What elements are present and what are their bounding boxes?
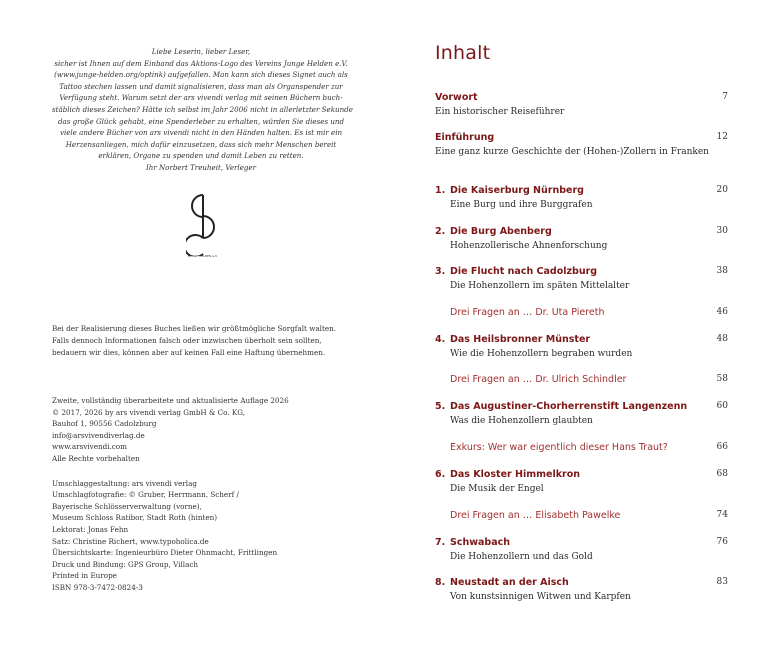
- page-number: 12: [716, 132, 728, 142]
- junge-helden-logo-icon: [186, 192, 220, 256]
- toc-entry: [435, 537, 728, 563]
- imprint-line: © 2017, 2026 by ars vivendi verlag GmbH & Co. KG,: [52, 407, 246, 417]
- credit-line: Umschlagfotografie: © Gruber, Herrmann, Scherf /: [52, 490, 239, 500]
- imprint-details: [52, 395, 382, 607]
- chapter-number: 3.: [435, 266, 446, 277]
- credit-line: Printed in Europe: [52, 571, 117, 581]
- letter-line: Verfügung steht. Warum setzt der ars vivendi verlag mit seinen Büchern buch-: [59, 93, 343, 103]
- letter-line: Tattoo stechen lassen und damit signalisieren, dass man als Organspender zur: [59, 81, 343, 91]
- toc-entry: [435, 132, 728, 158]
- toc-entry: [435, 374, 728, 388]
- chapter-number: 6.: [435, 469, 446, 480]
- page-number: 48: [716, 334, 728, 344]
- toc-entry: [435, 92, 728, 118]
- chapter-number: 5.: [435, 401, 446, 412]
- chapter-number: 1.: [435, 185, 446, 196]
- page-number: 58: [716, 374, 728, 384]
- chapter-title: Das Augustiner-Chorherrenstift Langenzenn: [450, 401, 688, 412]
- chapter-title: Drei Fragen an … Dr. Uta Piereth: [450, 307, 605, 318]
- toc-entry: [435, 577, 728, 603]
- page-number: 83: [716, 577, 728, 587]
- page-number: 20: [716, 185, 728, 195]
- liability-disclaimer: [52, 323, 382, 360]
- letter-line: sicher ist Ihnen auf dem Einband das Aktions-Logo des Vereins Junge Helden e.V.: [54, 58, 348, 68]
- chapter-subtitle: Wie die Hohenzollern begraben wurden: [450, 349, 633, 359]
- imprint-email: info@arsvivendiverlag.de: [52, 430, 145, 440]
- page-number: 30: [716, 226, 728, 236]
- chapter-title: Drei Fragen an … Elisabeth Pawelke: [450, 510, 621, 521]
- page-number: 76: [716, 537, 728, 547]
- toc-entry-row: [435, 132, 728, 146]
- disclaimer-line: Bei der Realisierung dieses Buches ließen wir größtmögliche Sorgfalt walten.: [52, 324, 336, 333]
- toc-entry: [435, 266, 728, 292]
- disclaimer-line: bedauern wir dies, können aber auf keinen Fall eine Haftung übernehmen.: [52, 348, 326, 358]
- letter-line: Herzensanliegen, mich dafür einzusetzen, dass sich mehr Menschen bereit: [65, 139, 337, 149]
- page-number: 66: [716, 442, 728, 452]
- toc-entry-row: [435, 334, 728, 348]
- edition-block: [52, 395, 382, 465]
- credit-line: Druck und Bindung: GPS Group, Villach: [52, 559, 199, 569]
- toc-entry: [435, 185, 728, 211]
- toc-entry-row: [435, 307, 728, 321]
- toc-entry: [435, 401, 728, 427]
- chapter-subtitle: Hohenzollerische Ahnenforschung: [450, 241, 608, 251]
- imprint-website: www.arsvivendi.com: [52, 442, 127, 452]
- chapter-subtitle: Was die Hohenzollern glaubten: [450, 416, 593, 426]
- toc-entry: [435, 442, 728, 456]
- credit-line: Bayerische Schlösserverwaltung (vorne),: [52, 501, 202, 511]
- letter-signature: Ihr Norbert Treuheit, Verleger: [145, 162, 257, 172]
- letter-line: viele andere Bücher von ars vivendi nicht in den Händen halten. Es ist mir ein: [59, 128, 343, 138]
- imprint-line: Bauhof 1, 90556 Cadolzburg: [52, 419, 157, 429]
- toc-entry-row: [435, 92, 728, 106]
- credit-line: Satz: Christine Richert, www.typoholica.de: [52, 536, 209, 546]
- toc-entry: [435, 226, 728, 252]
- chapter-title: Neustadt an der Aisch: [450, 577, 569, 588]
- credit-line: Museum Schloss Ratibor, Stadt Roth (hinten): [52, 513, 218, 523]
- chapter-subtitle: Die Musik der Engel: [450, 484, 544, 494]
- chapter-subtitle: Die Hohenzollern im späten Mittelalter: [450, 281, 630, 291]
- chapter-subtitle: Die Hohenzollern und das Gold: [450, 552, 593, 562]
- toc-entry: [435, 510, 728, 524]
- toc-entry-row: [435, 577, 728, 591]
- chapter-title: Exkurs: Wer war eigentlich dieser Hans Traut?: [450, 442, 668, 453]
- page-number: 60: [716, 401, 728, 411]
- letter-line: (www.junge-helden.org/optink) aufgefallen. Man kann sich dieses Signet auch als: [54, 70, 348, 80]
- letter-line: Liebe Leserin, lieber Leser,: [151, 47, 251, 56]
- letter-line: das große Glück gehabt, eine Spenderleber zu erhalten, würden Sie dieses und: [57, 116, 345, 126]
- toc-entry: [435, 334, 728, 360]
- table-of-contents-page: [392, 0, 784, 648]
- imprint-line: Zweite, vollständig überarbeitete und aktualisierte Auflage 2026: [52, 396, 289, 405]
- page-number: 68: [716, 469, 728, 479]
- page-number: 46: [716, 307, 728, 317]
- toc-entry-row: [435, 510, 728, 524]
- toc-entry-row: [435, 401, 728, 415]
- letter-line: stäblich dieses Zeichen? Hätte ich selbst im Jahr 2006 nicht in allerletzter Sekunde: [52, 104, 353, 114]
- chapter-title: Einführung: [435, 132, 495, 143]
- toc-entry: [435, 469, 728, 495]
- chapter-title: Schwabach: [450, 537, 511, 548]
- chapter-number: 4.: [435, 334, 446, 345]
- chapter-number: 2.: [435, 226, 446, 237]
- toc-entry: [435, 307, 728, 321]
- toc-title: Inhalt: [435, 42, 491, 64]
- logo-caption: JUNGE HELDEN e.V.: [188, 254, 218, 258]
- chapter-title: Vorwort: [435, 92, 478, 103]
- chapter-title: Drei Fragen an … Dr. Ulrich Schindler: [450, 374, 627, 385]
- page-number: 38: [716, 266, 728, 276]
- credit-line: Umschlaggestaltung: ars vivendi verlag: [52, 478, 197, 488]
- chapter-subtitle: Eine ganz kurze Geschichte der (Hohen-)Zollern in Franken: [435, 147, 709, 157]
- chapter-subtitle: Von kunstsinnigen Witwen und Karpfen: [450, 592, 631, 602]
- chapter-subtitle: Eine Burg und ihre Burggrafen: [450, 200, 593, 210]
- credit-line: Lektorat: Jonas Fehn: [52, 524, 129, 534]
- chapter-subtitle: Ein historischer Reiseführer: [435, 107, 565, 117]
- toc-entry-row: [435, 374, 728, 388]
- credits-block: [52, 478, 382, 594]
- isbn: ISBN 978-3-7472-0824-3: [52, 582, 143, 592]
- disclaimer-line: Falls dennoch Informationen falsch oder inzwischen überholt sein sollten,: [52, 336, 322, 346]
- publisher-letter: [52, 46, 353, 174]
- chapter-title: Die Flucht nach Cadolzburg: [450, 266, 598, 277]
- page-number: 7: [722, 92, 728, 102]
- toc-entry-row: [435, 185, 728, 199]
- credit-line: Übersichtskarte: Ingenieurbüro Dieter Ohnmacht, Frittlingen: [52, 548, 278, 558]
- chapter-title: Das Kloster Himmelkron: [450, 469, 581, 480]
- letter-line: erklären, Organe zu spenden und damit Leben zu retten.: [98, 151, 304, 161]
- imprint-line: Alle Rechte vorbehalten: [52, 453, 140, 463]
- chapter-title: Die Kaiserburg Nürnberg: [450, 185, 584, 196]
- toc-entry-row: [435, 537, 728, 551]
- chapter-title: Die Burg Abenberg: [450, 226, 552, 237]
- toc-entry-row: [435, 442, 728, 456]
- toc-entry-row: [435, 469, 728, 483]
- chapter-title: Das Heilsbronner Münster: [450, 334, 591, 345]
- toc-entry-row: [435, 226, 728, 240]
- page-number: 74: [716, 510, 728, 520]
- toc-entry-row: [435, 266, 728, 280]
- chapter-number: 8.: [435, 577, 446, 588]
- chapter-number: 7.: [435, 537, 446, 548]
